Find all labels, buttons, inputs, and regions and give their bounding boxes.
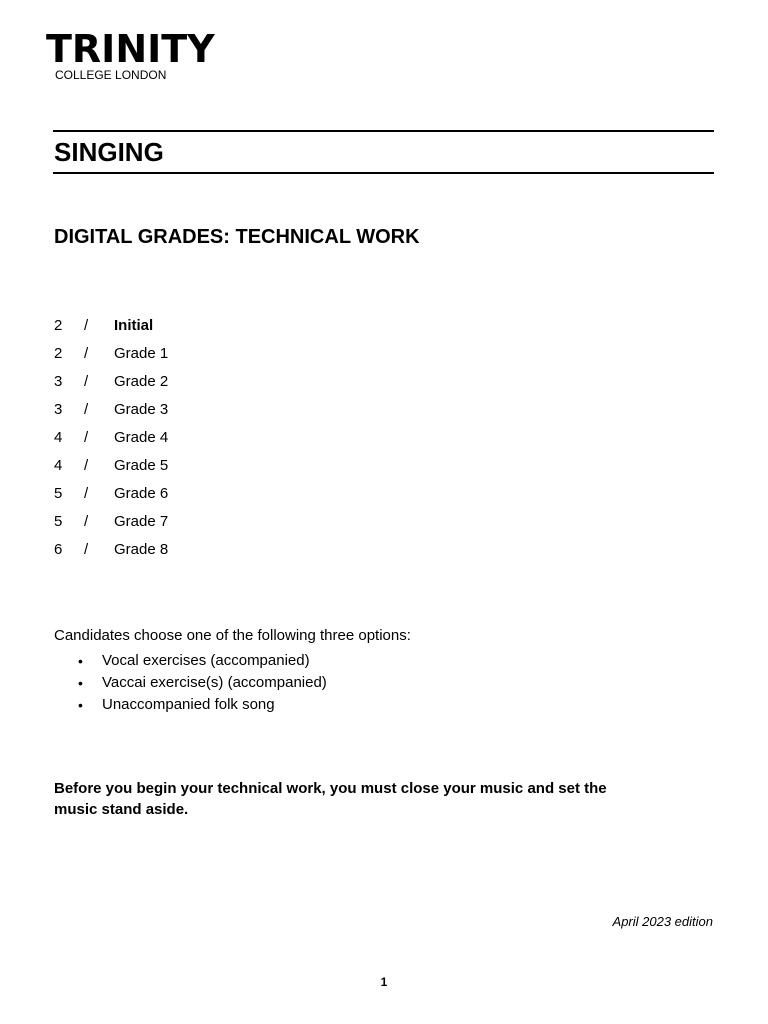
grade-name: Grade 1 <box>114 345 169 362</box>
music-stand-notice: Before you begin your technical work, you must close your music and set the music stand aside. <box>54 780 607 818</box>
grade-name: Grade 6 <box>114 485 169 502</box>
options-list <box>78 650 327 716</box>
grade-row <box>54 456 354 484</box>
grade-name: Grade 7 <box>114 513 169 530</box>
grade-separator: / <box>84 317 89 334</box>
grade-number: 4 <box>54 429 63 446</box>
logo-subtitle: COLLEGE LONDON <box>55 68 167 82</box>
option-label: Vocal exercises (accompanied) <box>102 652 310 669</box>
grade-number: 3 <box>54 401 63 418</box>
grade-separator: / <box>84 513 89 530</box>
grade-name: Grade 4 <box>114 429 169 446</box>
title-rule-bottom <box>53 172 714 174</box>
bullet-icon: • <box>78 697 83 713</box>
list-item <box>78 694 327 716</box>
grade-row <box>54 540 354 568</box>
page-heading: DIGITAL GRADES: TECHNICAL WORK <box>54 226 420 248</box>
grade-row <box>54 316 354 344</box>
grade-number: 2 <box>54 317 63 334</box>
grade-name: Grade 8 <box>114 541 169 558</box>
grade-number: 6 <box>54 541 63 558</box>
grade-row <box>54 400 354 428</box>
grade-number: 2 <box>54 345 63 362</box>
options-intro: Candidates choose one of the following three options: <box>54 627 411 644</box>
grade-separator: / <box>84 345 89 362</box>
grades-list <box>54 316 354 568</box>
grade-number: 5 <box>54 513 63 530</box>
grade-name: Grade 5 <box>114 457 169 474</box>
grade-name: Initial <box>114 317 154 334</box>
list-item <box>78 672 327 694</box>
grade-number: 3 <box>54 373 63 390</box>
bullet-icon: • <box>78 653 83 669</box>
grade-number: 4 <box>54 457 63 474</box>
grade-separator: / <box>84 401 89 418</box>
grade-separator: / <box>84 373 89 390</box>
grade-row <box>54 428 354 456</box>
option-label: Vaccai exercise(s) (accompanied) <box>102 674 327 691</box>
list-item <box>78 650 327 672</box>
grade-row <box>54 344 354 372</box>
grade-separator: / <box>84 541 89 558</box>
trinity-logo <box>46 27 215 82</box>
subject-title: SINGING <box>54 137 164 167</box>
edition-label: April 2023 edition <box>612 914 713 929</box>
option-label: Unaccompanied folk song <box>102 696 275 713</box>
page-number: 1 <box>380 975 388 989</box>
grade-name: Grade 2 <box>114 373 169 390</box>
grade-number: 5 <box>54 485 63 502</box>
grade-row <box>54 484 354 512</box>
grade-row <box>54 512 354 540</box>
grade-separator: / <box>84 485 89 502</box>
bullet-icon: • <box>78 675 83 691</box>
logo-wordmark: TRINITY <box>46 27 215 71</box>
grade-separator: / <box>84 429 89 446</box>
grade-row <box>54 372 354 400</box>
grade-name: Grade 3 <box>114 401 169 418</box>
grade-separator: / <box>84 457 89 474</box>
title-rule-top <box>53 130 714 132</box>
